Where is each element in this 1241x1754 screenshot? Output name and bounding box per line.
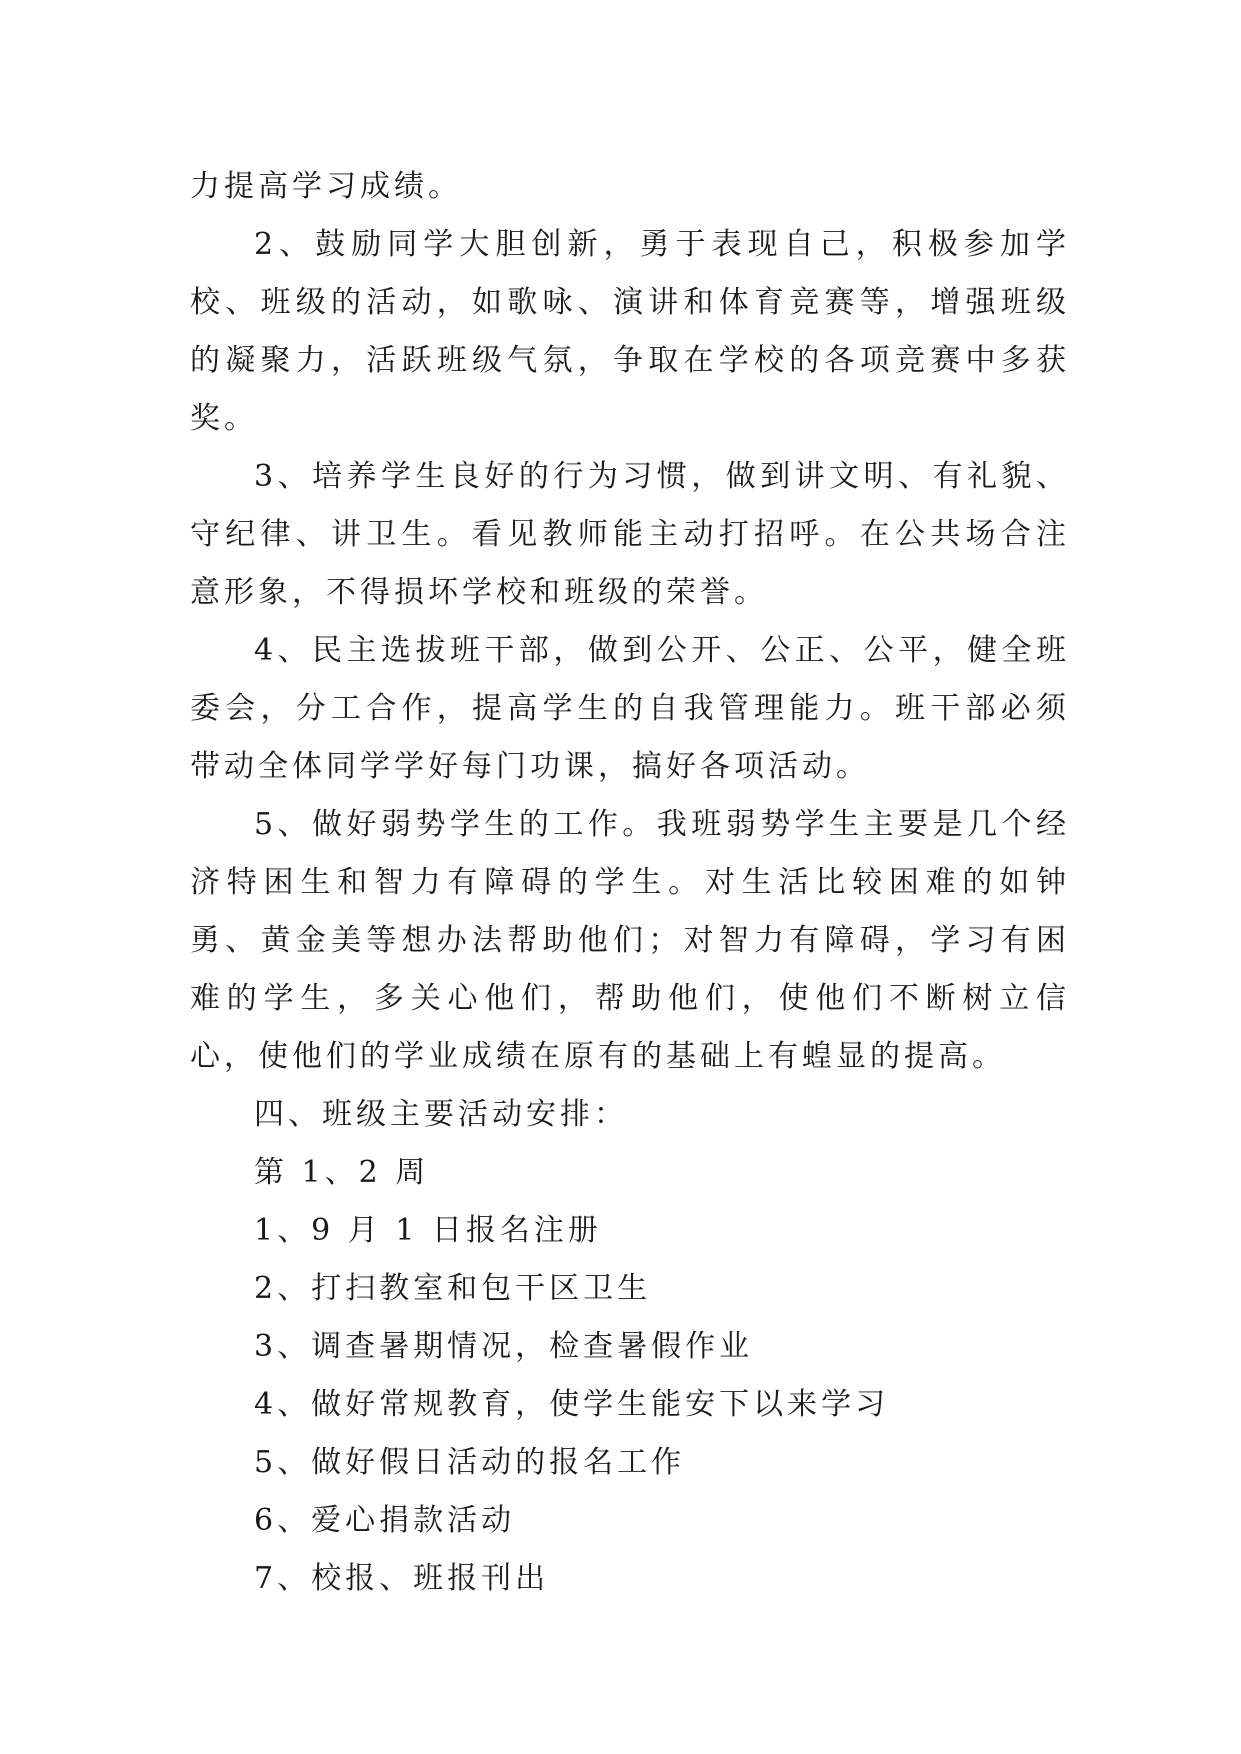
paragraph-continuation: 力提高学习成绩。 [190, 169, 462, 204]
activity-item: 1、9 月 1 日报名注册 [254, 1213, 602, 1248]
section-heading: 四、班级主要活动安排： [254, 1097, 628, 1132]
activity-item: 3、调查暑期情况，检查暑假作业 [254, 1329, 754, 1364]
activity-item: 4、做好常规教育，使学生能安下以来学习 [254, 1387, 890, 1422]
activity-item: 5、做好假日活动的报名工作 [254, 1445, 686, 1480]
activity-item: 2、打扫教室和包干区卫生 [254, 1271, 652, 1306]
paragraph-item-4: 4、民主选拔班干部，做到公开、公正、公平，健全班委会，分工合作，提高学生的自我管理能力。班干部必须带动全体同学学好每门功课，搞好各项活动。 [190, 633, 1070, 784]
paragraph-item-3: 3、培养学生良好的行为习惯，做到讲文明、有礼貌、守纪律、讲卫生。看见教师能主动打招呼。在公共场合注意形象，不得损坏学校和班级的荣誉。 [190, 459, 1070, 610]
activity-item: 7、校报、班报刊出 [254, 1561, 550, 1596]
paragraph-item-5: 5、做好弱势学生的工作。我班弱势学生主要是几个经济特困生和智力有障碍的学生。对生活比较困难的如钟勇、黄金美等想办法帮助他们；对智力有障碍，学习有困难的学生，多关心他们，帮助他们，使他们不断树立信心，使他们的学业成绩在原有的基础上有蝗显的提高。 [190, 807, 1070, 1074]
paragraph-item-2: 2、鼓励同学大胆创新，勇于表现自己，积极参加学校、班级的活动，如歌咏、演讲和体育竞赛等，增强班级的凝聚力，活跃班级气氛，争取在学校的各项竞赛中多获奖。 [190, 227, 1070, 436]
activity-item: 6、爱心捐款活动 [254, 1503, 516, 1538]
week-label: 第 1、2 周 [254, 1155, 430, 1190]
document-body [190, 158, 1070, 1608]
